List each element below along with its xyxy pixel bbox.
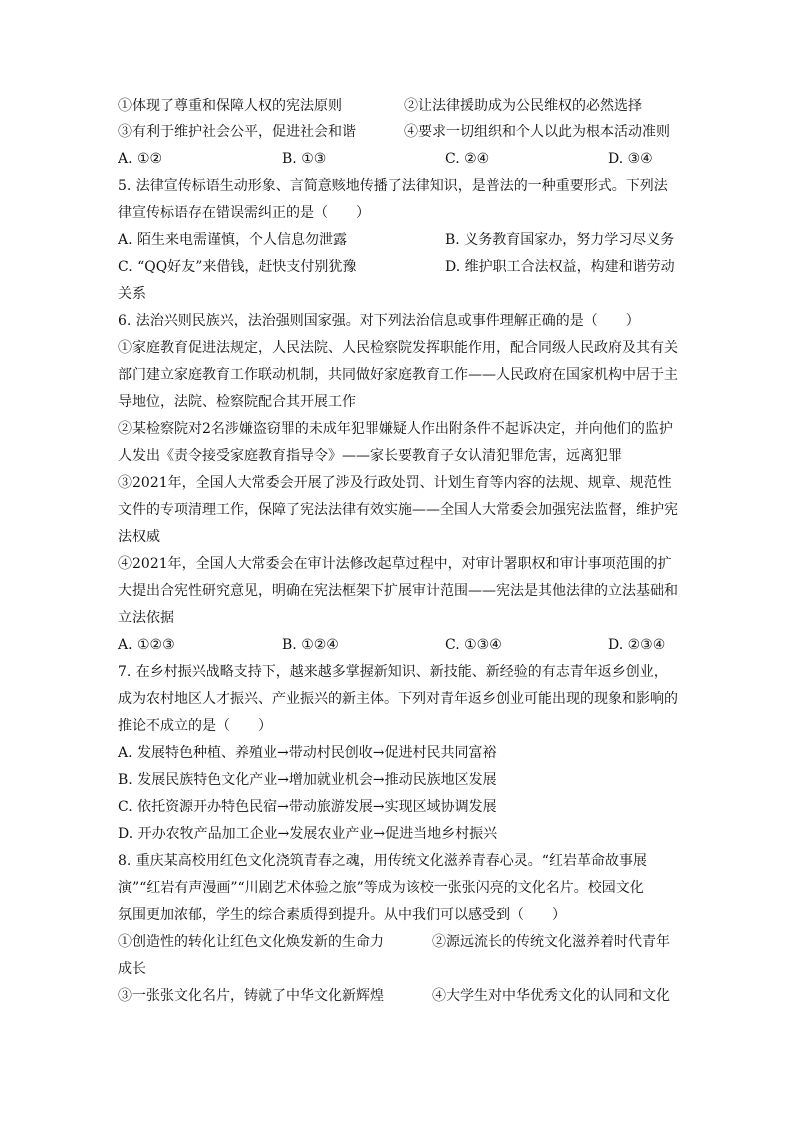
q6-option-b: B. ①②④ bbox=[282, 637, 339, 653]
q5-option-a: A. 陌生来电需谨慎，个人信息勿泄露 bbox=[118, 232, 348, 248]
q6-statement-3-line-3: 法权威 bbox=[118, 529, 160, 545]
q6-statement-2-line-1: ②某检察院对2名涉嫌盗窃罪的未成年犯罪嫌疑人作出附条件不起诉决定，并向他们的监护 bbox=[118, 421, 673, 437]
q4-option-b: B. ①③ bbox=[282, 151, 327, 167]
q7-stem-line-1: 7. 在乡村振兴战略支持下，越来越多掌握新知识、新技能、新经验的有志青年返乡创业， bbox=[118, 664, 668, 680]
q6-statement-2-line-2: 人发出《责令接受家庭教育指导令》——家长要教育子女认清犯罪危害，远离犯罪 bbox=[118, 448, 622, 464]
q6-statement-1-line-3: 导地位，法院、检察院配合其开展工作 bbox=[118, 394, 356, 410]
q7-stem-line-3: 推论不成立的是（ ） bbox=[118, 718, 272, 734]
q7-option-d: D. 开办农牧产品加工企业→发展农业产业→促进当地乡村振兴 bbox=[118, 826, 498, 842]
q4-statement-4: ④要求一切组织和个人以此为根本活动准则 bbox=[404, 124, 670, 140]
q6-statement-4-line-1: ④2021年，全国人大常委会在审计法修改起草过程中，对审计署职权和审计事项范围的扩 bbox=[118, 556, 672, 572]
q5-option-d-continued: 关系 bbox=[118, 286, 146, 302]
q8-statement-1: ①创造性的转化让红色文化焕发新的生命力 bbox=[118, 934, 384, 950]
q6-stem: 6. 法治兴则民族兴，法治强则国家强。对下列法治信息或事件理解正确的是（ ） bbox=[118, 313, 640, 329]
q4-option-c: C. ②④ bbox=[445, 151, 490, 167]
q4-statement-2: ②让法律援助成为公民维权的必然选择 bbox=[404, 98, 642, 114]
q6-option-d: D. ②③④ bbox=[608, 637, 666, 653]
q7-option-c: C. 依托资源开办特色民宿→带动旅游发展→实现区域协调发展 bbox=[118, 799, 497, 815]
q4-option-a: A. ①② bbox=[118, 151, 163, 167]
q7-option-a: A. 发展特色种植、养殖业→带动村民创收→促进村民共同富裕 bbox=[118, 745, 497, 761]
q8-statement-2: ②源远流长的传统文化滋养着时代青年 bbox=[432, 934, 670, 950]
q4-statement-3: ③有利于维护社会公平，促进社会和谐 bbox=[118, 124, 356, 140]
q5-option-d: D. 维护职工合法权益，构建和谐劳动 bbox=[445, 259, 675, 275]
q7-option-b: B. 发展民族特色文化产业→增加就业机会→推动民族地区发展 bbox=[118, 772, 497, 788]
q4-option-d: D. ③④ bbox=[608, 151, 653, 167]
q8-statement-3: ③一张张文化名片，铸就了中华文化新辉煌 bbox=[118, 988, 384, 1004]
q5-stem-line-1: 5. 法律宣传标语生动形象、言简意赅地传播了法律知识，是普法的一种重要形式。下列法 bbox=[118, 178, 668, 194]
q6-statement-4-line-3: 立法依据 bbox=[118, 610, 174, 626]
q5-option-c: C. “QQ好友”来借钱，赶快支付别犹豫 bbox=[118, 259, 357, 275]
q6-option-c: C. ①③④ bbox=[445, 637, 502, 653]
q4-statement-1: ①体现了尊重和保障人权的宪法原则 bbox=[118, 98, 342, 114]
q8-stem-line-1: 8. 重庆某高校用红色文化浇筑青春之魂，用传统文化滋养青春心灵。“红岩革命故事展 bbox=[118, 853, 647, 869]
q8-statement-2-continued: 成长 bbox=[118, 961, 146, 977]
q7-stem-line-2: 成为农村地区人才振兴、产业振兴的新主体。下列对青年返乡创业可能出现的现象和影响的 bbox=[118, 691, 678, 707]
q5-option-b: B. 义务教育国家办，努力学习尽义务 bbox=[445, 232, 675, 248]
q6-statement-3-line-1: ③2021年，全国人大常委会开展了涉及行政处罚、计划生育等内容的法规、规章、规范性 bbox=[118, 475, 672, 491]
q6-statement-4-line-2: 大提出合宪性研究意见，明确在宪法框架下扩展审计范围——宪法是其他法律的立法基础和 bbox=[118, 583, 678, 599]
q8-statement-4: ④大学生对中华优秀文化的认同和文化 bbox=[432, 988, 670, 1004]
q6-option-a: A. ①②③ bbox=[118, 637, 175, 653]
q6-statement-1-line-2: 部门建立家庭教育工作联动机制，共同做好家庭教育工作——人民政府在国家机构中居于主 bbox=[118, 367, 678, 383]
q8-stem-line-3: 氛围更加浓郁，学生的综合素质得到提升。从中我们可以感受到（ ） bbox=[118, 907, 566, 923]
q5-stem-line-2: 律宣传标语存在错误需纠正的是（ ） bbox=[118, 205, 370, 221]
q6-statement-1-line-1: ①家庭教育促进法规定，人民法院、人民检察院发挥职能作用，配合同级人民政府及其有关 bbox=[118, 340, 678, 356]
q6-statement-3-line-2: 文件的专项清理工作，保障了宪法法律有效实施——全国人大常委会加强宪法监督，维护宪 bbox=[118, 502, 678, 518]
q8-stem-line-2: 演”“红岩有声漫画”“川剧艺术体验之旅”等成为该校一张张闪亮的文化名片。校园文化 bbox=[118, 880, 644, 896]
